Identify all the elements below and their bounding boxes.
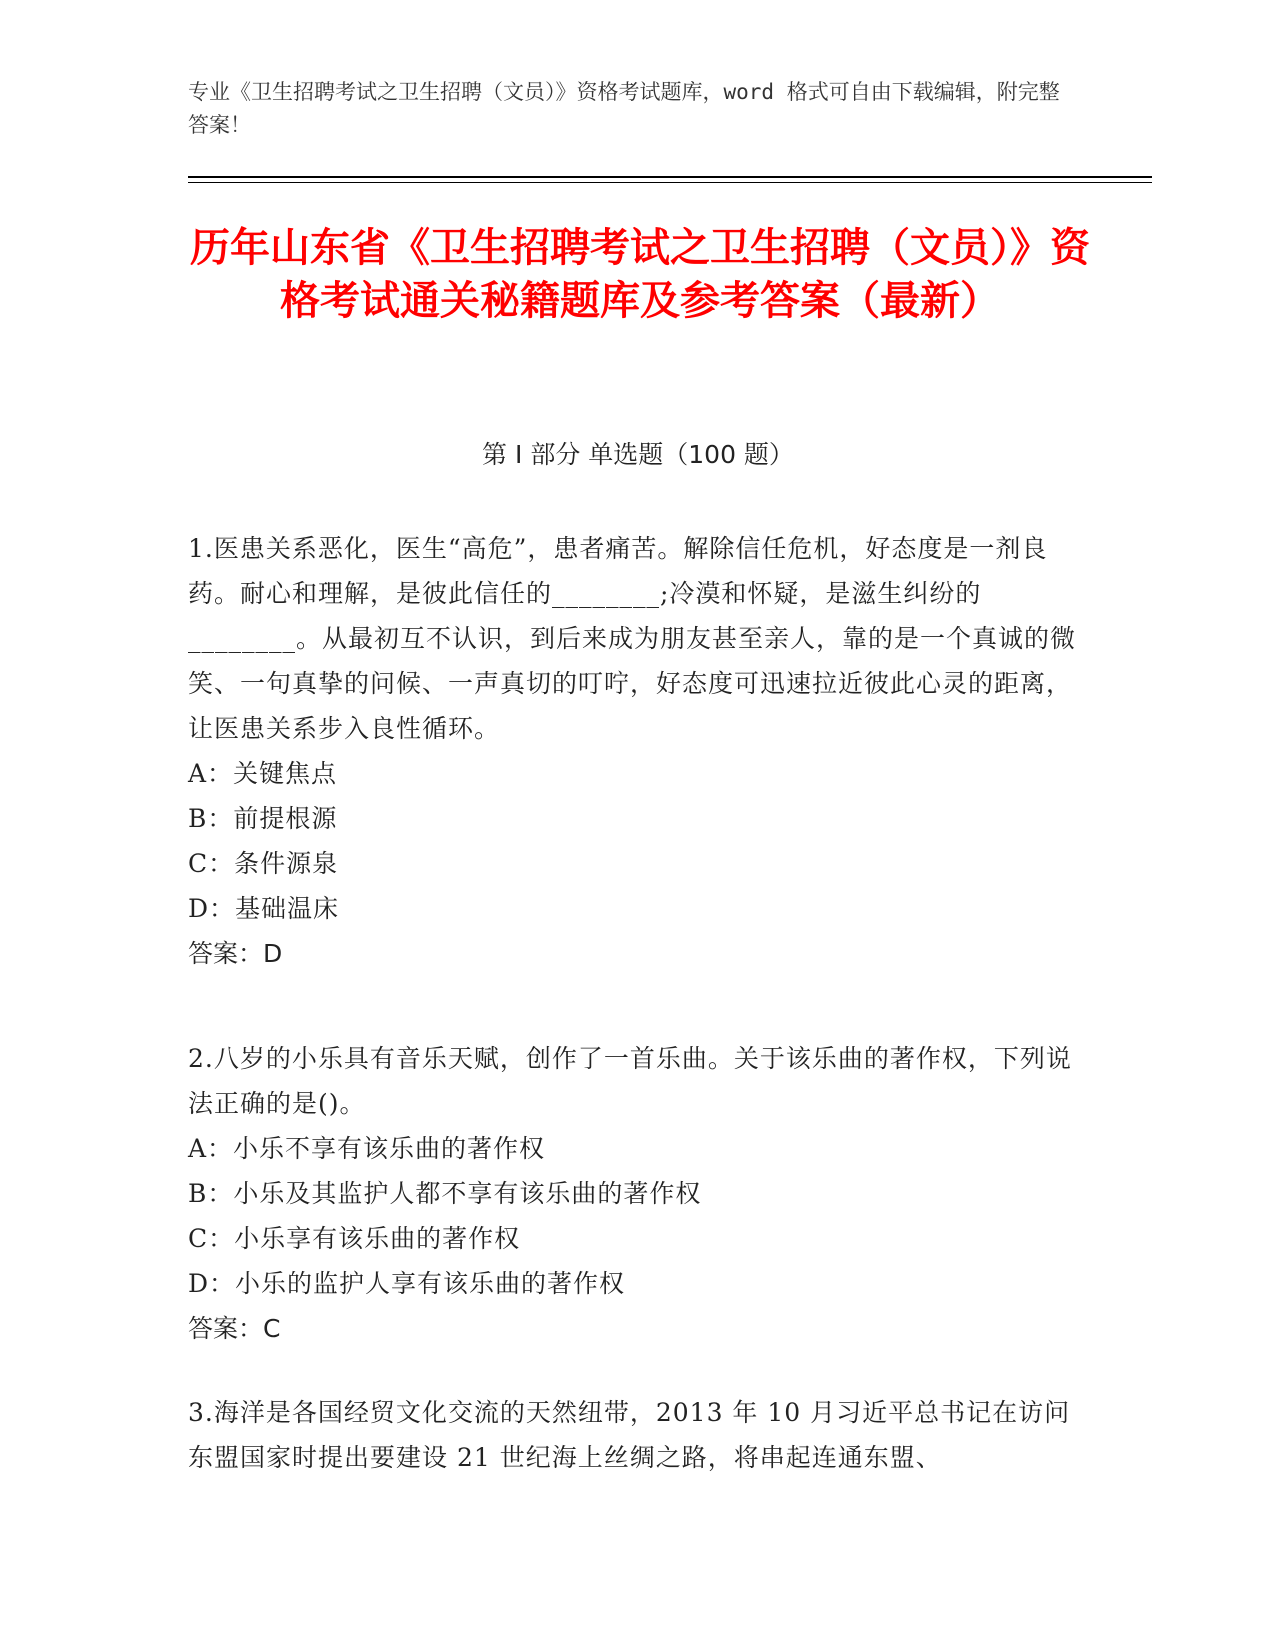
option-a: A：关键焦点 xyxy=(188,759,338,788)
option-d: D：小乐的监护人享有该乐曲的著作权 xyxy=(188,1269,626,1298)
header-note: 专业《卫生招聘考试之卫生招聘（文员）》资格考试题库，word 格式可自由下载编辑，附完整答案！ xyxy=(188,80,1060,137)
question-stem: 1.医患关系恶化，医生“高危”，患者痛苦。解除信任危机，好态度是一剂良药。耐心和理解，是彼此信任的________;冷漠和怀疑，是滋生纠纷的________。从最初互不认识，到后来成为朋友甚至亲人，靠的是一个真诚的微笑、一句真挚的问候、一声真切的叮咛，好态度可迅速拉近彼此心灵的距离，让医患关系步入良性循环。 xyxy=(188,534,1077,743)
answer: 答案：C xyxy=(188,1314,281,1343)
header-divider-thin xyxy=(188,182,1152,183)
option-d: D：基础温床 xyxy=(188,894,340,923)
answer: 答案：D xyxy=(188,939,283,968)
section-title: 第 I 部分 单选题（100 题） xyxy=(482,440,794,469)
question-3 xyxy=(188,1390,1078,1480)
document-title: 历年山东省《卫生招聘考试之卫生招聘（文员）》资格考试通关秘籍题库及参考答案（最新） xyxy=(190,225,1090,324)
question-stem: 3.海洋是各国经贸文化交流的天然纽带，2013 年 10 月习近平总书记在访问东盟国家时提出要建设 21 世纪海上丝绸之路，将串起连通东盟、 xyxy=(188,1398,1071,1472)
option-a: A：小乐不享有该乐曲的著作权 xyxy=(188,1134,546,1163)
option-b: B：小乐及其监护人都不享有该乐曲的著作权 xyxy=(188,1179,702,1208)
question-2 xyxy=(188,1036,1078,1351)
question-1 xyxy=(188,526,1078,976)
header-divider-thick xyxy=(188,176,1152,178)
question-stem: 2.八岁的小乐具有音乐天赋，创作了一首乐曲。关于该乐曲的著作权，下列说法正确的是()。 xyxy=(188,1044,1072,1118)
option-c: C：条件源泉 xyxy=(188,849,339,878)
option-b: B：前提根源 xyxy=(188,804,338,833)
option-c: C：小乐享有该乐曲的著作权 xyxy=(188,1224,521,1253)
